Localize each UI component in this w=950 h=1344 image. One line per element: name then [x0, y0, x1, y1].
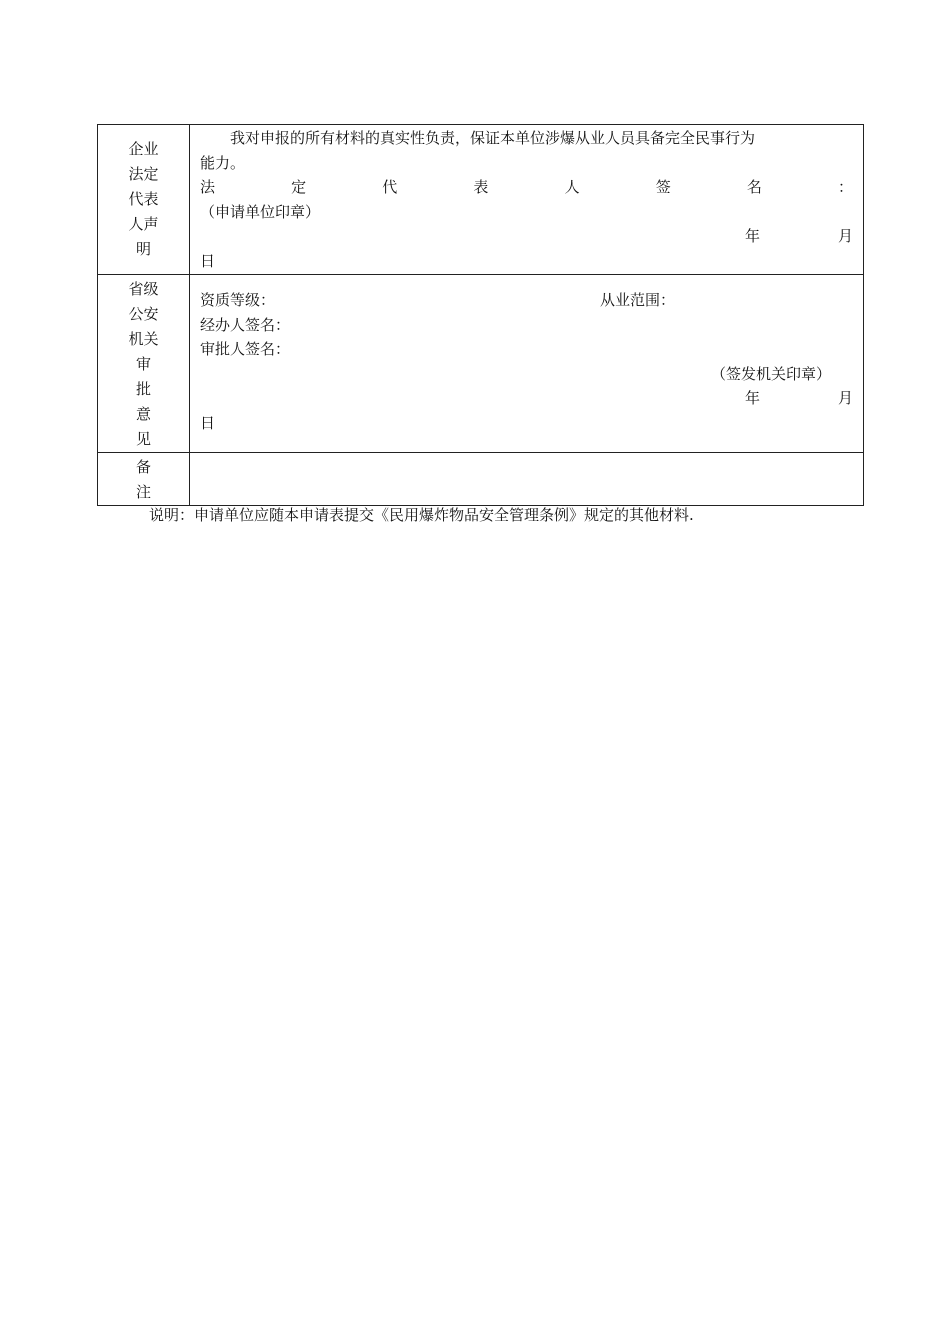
- approver-signature-label: 审批人签名：: [200, 340, 291, 358]
- year-label: 年: [744, 227, 760, 245]
- handler-signature-label: 经办人签名：: [200, 315, 291, 334]
- approval-label-line: 见: [135, 430, 151, 448]
- business-scope-label: 从业范围：: [600, 291, 676, 309]
- application-form-table: [97, 124, 864, 506]
- signature-char: ：: [837, 178, 853, 196]
- declaration-content-cell: [190, 125, 864, 275]
- signature-char: 定: [291, 178, 307, 196]
- approval-label-line: 省级: [128, 280, 159, 298]
- signature-char: 表: [473, 178, 489, 196]
- approval-label-cell: [98, 275, 190, 453]
- month-label: 月: [837, 389, 853, 407]
- approval-label-line: 机关: [128, 330, 159, 348]
- qualification-level-label: 资质等级：: [200, 291, 276, 309]
- approval-date-line: [200, 386, 853, 411]
- approval-label-line: 审: [135, 355, 151, 373]
- approval-row: [98, 275, 864, 453]
- month-label: 月: [837, 227, 853, 245]
- footnote: 说明：申请单位应随本申请表提交《民用爆炸物品安全管理条例》规定的其他材料.: [149, 506, 694, 524]
- approval-label-line: 意: [135, 405, 151, 423]
- approval-content-cell: [190, 275, 864, 453]
- remarks-label-cell: [98, 453, 190, 506]
- issuing-authority-seal-text: （签发机关印章）: [710, 364, 831, 383]
- declaration-statement-line2: 能力。: [200, 153, 246, 172]
- signature-char: 代: [382, 178, 398, 196]
- approval-label-line: 批: [135, 380, 151, 398]
- signature-char: 人: [564, 178, 580, 196]
- day-label: 日: [200, 251, 216, 270]
- declaration-label-cell: [98, 125, 190, 275]
- legal-rep-signature-line: [200, 175, 853, 200]
- declaration-label-line: 代表: [128, 190, 159, 208]
- declaration-date-line: [200, 224, 853, 249]
- declaration-label-line: 明: [135, 240, 151, 258]
- day-label: 日: [200, 413, 216, 432]
- year-label: 年: [744, 389, 760, 407]
- declaration-label-line: 人声: [128, 215, 159, 233]
- remarks-content-cell[interactable]: [190, 453, 864, 506]
- declaration-row: [98, 125, 864, 275]
- qualification-scope-line: [200, 288, 853, 313]
- remarks-label-line: 注: [135, 483, 151, 501]
- signature-char: 签: [655, 178, 671, 196]
- applicant-seal-text: （申请单位印章）: [200, 202, 321, 221]
- remarks-label-line: 备: [135, 458, 151, 476]
- signature-char: 法: [200, 178, 216, 196]
- approval-label-line: 公安: [128, 305, 159, 323]
- signature-char: 名: [746, 178, 762, 196]
- remarks-row: [98, 453, 864, 506]
- declaration-label-line: 企业: [128, 140, 159, 158]
- declaration-statement-line1: 我对申报的所有材料的真实性负责，保证本单位涉爆从业人员具备完全民事行为: [230, 129, 756, 147]
- declaration-label-line: 法定: [128, 165, 159, 183]
